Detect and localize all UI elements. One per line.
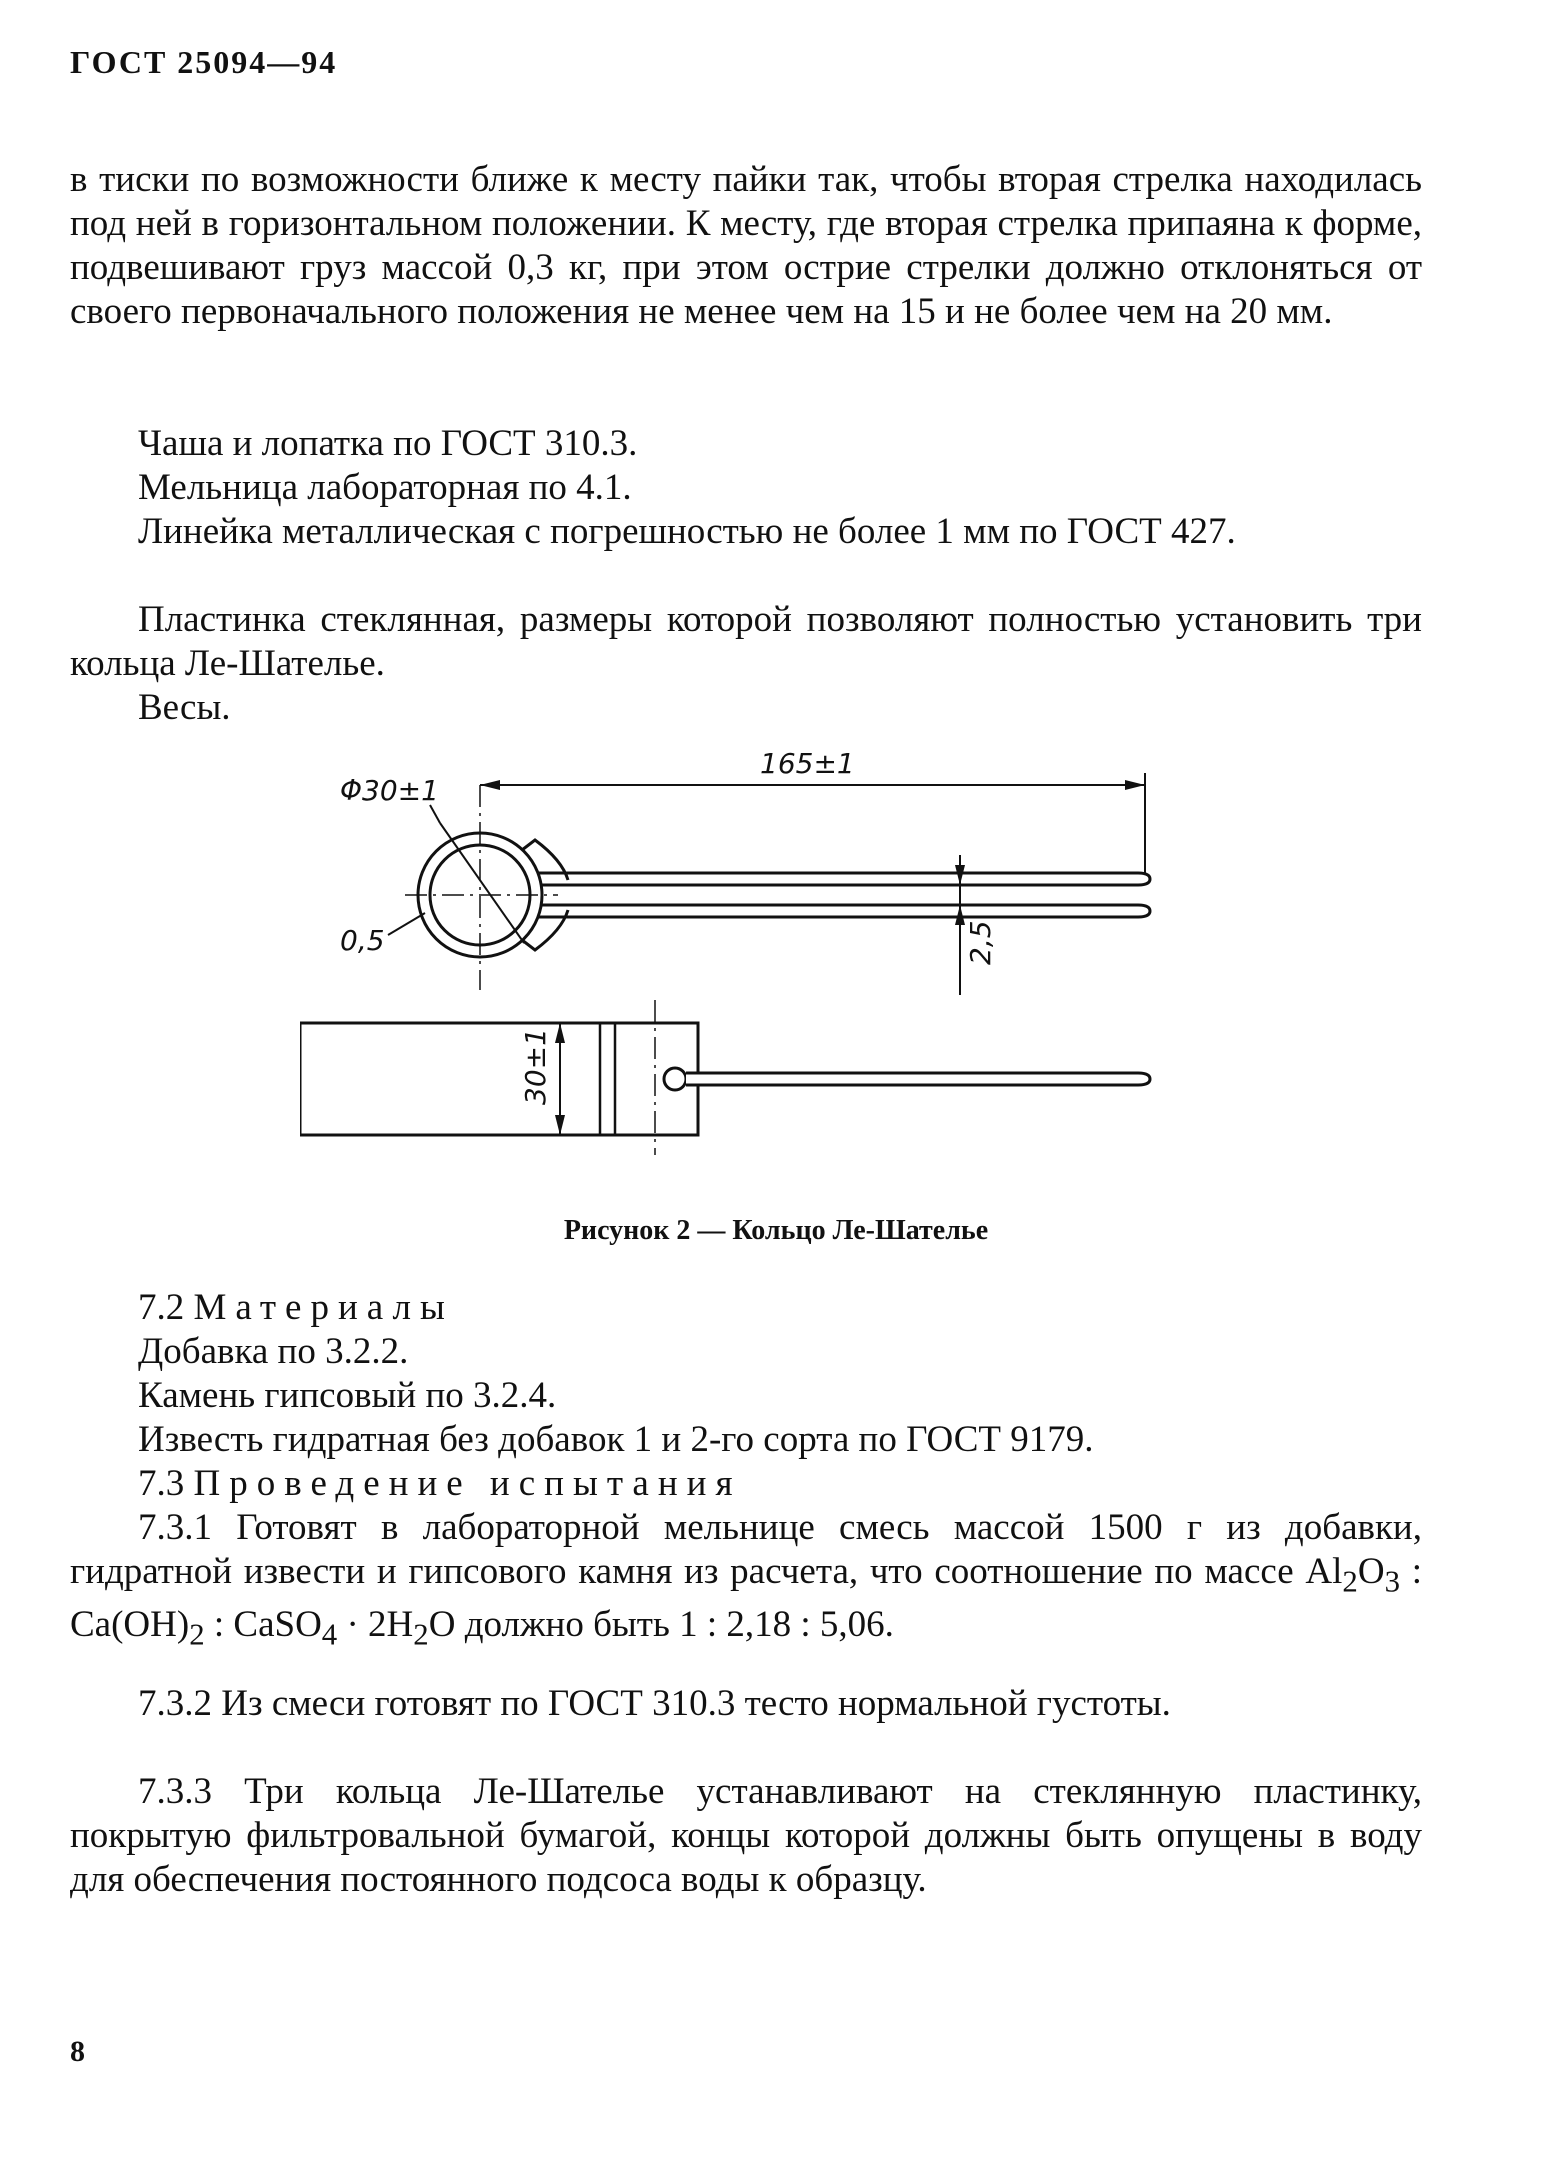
paragraph-continuation: в тиски по возможности ближе к месту пайки так, чтобы вторая стрелка находилась под ней в горизонтальном положении. К месту, где вторая стрелка припаяна к форме, подвешивают груз массой 0,3 кг, при этом острие стрелки должно отклоняться от своего первоначального положения не менее чем на 15 и не более чем на 20 мм. [70,159,1422,332]
section-7-3-number: 7.3 [138,1463,185,1504]
paragraph-ruler: Линейка металлическая с погрешностью не более 1 мм по ГОСТ 427. [138,511,1236,552]
material-gypsum: Камень гипсовый по 3.2.4. [138,1375,557,1416]
paragraph-bowl-spatula: Чаша и лопатка по ГОСТ 310.3. [138,423,638,464]
paragraph-7-3-2: 7.3.2 Из смеси готовят по ГОСТ 310.3 тесто нормальной густоты. [138,1683,1171,1724]
paragraph-glass-plate: Пластинка стеклянная, размеры которой позволяют полностью установить три кольца Ле-Шателье. [70,599,1422,684]
material-lime: Известь гидратная без добавок 1 и 2-го сорта по ГОСТ 9179. [138,1419,1094,1460]
paragraph-scales: Весы. [138,687,231,728]
dim-diameter: Φ30±1 [340,774,439,807]
paragraph-7-3-3: 7.3.3 Три кольца Ле-Шателье устанавливают на стеклянную пластинку, покрытую фильтровальной бумагой, концы которой должны быть опущены в воду для обеспечения постоянного подсоса воды к образцу. [70,1771,1422,1900]
needle-upper [538,873,1150,885]
needle-lower [538,905,1150,917]
material-additive: Добавка по 3.2.2. [138,1331,409,1372]
section-7-2-number: 7.2 [138,1287,185,1328]
section-7-3-title: Проведение испытания [193,1463,742,1504]
paragraph-7-3-1: 7.3.1 Готовят в лабораторной мельнице смесь массой 1500 г из добавки, гидратной извести и гипсового камня из расчета, что соотношение по массе $Al_2O_3$ : $Ca(OH)_2$ : CaSO$_4$ · $2H_2O$ должно быть 1 : 2,18 : 5,06. [70,1507,1422,1652]
paragraph-mill: Мельница лабораторная по 4.1. [138,467,632,508]
dim-length: 165±1 [760,747,855,780]
section-7-2-heading [138,1286,454,1330]
page-number: 8 [70,2035,85,2068]
le-chatelier-ring-drawing [300,745,1180,1215]
dim-gap: 2,5 [964,920,997,965]
dim-wall: 0,5 [340,924,385,957]
section-7-2-title: Материалы [193,1287,454,1328]
dim-height: 30±1 [519,1028,552,1105]
document-header: ГОСТ 25094—94 [70,44,338,80]
ring-side-body [300,1023,698,1135]
needle-side [686,1073,1150,1085]
figure-caption: Рисунок 2 — Кольцо Ле-Шателье [563,1215,989,1246]
ratio-formula: $Al_2O_3$ : $Ca(OH)_2$ : CaSO$_4$ · $2H_2O$ [70,1551,1422,1652]
section-7-3-heading [138,1462,741,1506]
